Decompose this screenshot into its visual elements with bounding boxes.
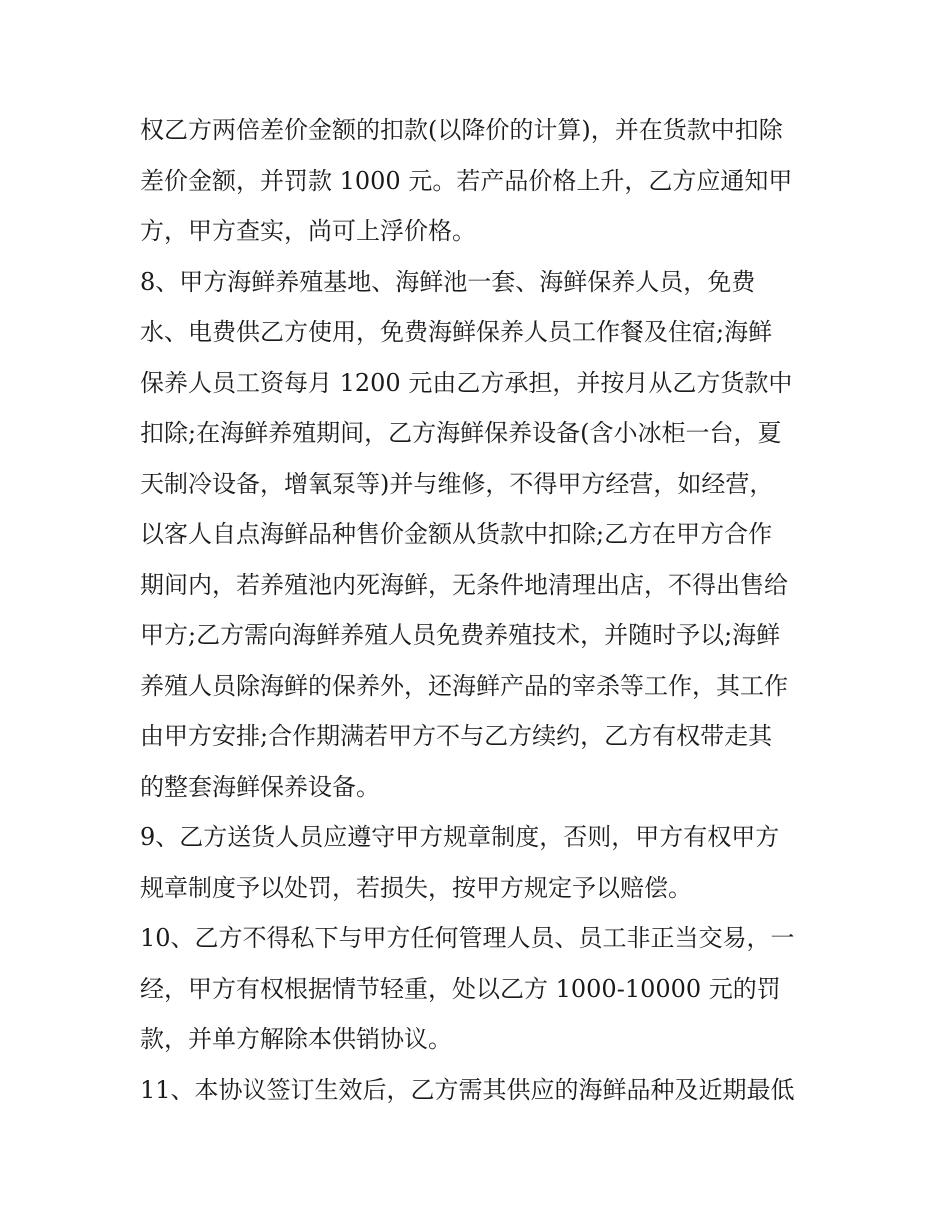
text-line: 水、电费供乙方使用，免费海鲜保养人员工作餐及住宿;海鲜	[140, 318, 773, 346]
text-line: 的整套海鲜保养设备。	[140, 772, 380, 801]
text-line: 差价金额，并罚款 1000 元。若产品价格上升，乙方应通知甲	[140, 166, 793, 195]
text-line: 规章制度予以处罚，若损失，按甲方规定予以赔偿。	[140, 873, 692, 902]
text-line: 由甲方安排;合作期满若甲方不与乙方续约，乙方有权带走其	[140, 722, 773, 750]
text-line: 款，并单方解除本供销协议。	[140, 1025, 452, 1053]
text-line: 以客人自点海鲜品种售价金额从货款中扣除;乙方在甲方合作	[140, 520, 773, 548]
text-line: 权乙方两倍差价金额的扣款(以降价的计算)，并在货款中扣除	[140, 116, 783, 144]
text-line: 甲方;乙方需向海鲜养殖人员免费养殖技术，并随时予以;海鲜	[140, 621, 781, 649]
document-body	[140, 105, 820, 1115]
text-line: 方，甲方查实，尚可上浮价格。	[140, 217, 476, 245]
text-line: 扣除;在海鲜养殖期间，乙方海鲜保养设备(含小冰柜一台，夏	[140, 419, 782, 447]
clause-10-start: 10、乙方不得私下与甲方任何管理人员、员工非正当交易，一	[140, 924, 795, 952]
text-line: 天制冷设备，增氧泵等)并与维修，不得甲方经营，如经营，	[140, 469, 774, 498]
text-line: 养殖人员除海鲜的保养外，还海鲜产品的宰杀等工作，其工作	[140, 671, 788, 700]
text-line: 经，甲方有权根据情节轻重，处以乙方 1000-10000 元的罚	[140, 974, 781, 1003]
clause-8-start: 8、甲方海鲜养殖基地、海鲜池一套、海鲜保养人员，免费	[140, 267, 756, 296]
clause-9-start: 9、乙方送货人员应遵守甲方规章制度，否则，甲方有权甲方	[140, 823, 780, 851]
text-line: 保养人员工资每月 1200 元由乙方承担，并按月从乙方货款中	[140, 368, 793, 397]
clause-11-start: 11、本协议签订生效后，乙方需其供应的海鲜品种及近期最低	[140, 1075, 795, 1104]
text-line: 期间内，若养殖池内死海鲜，无条件地清理出店，不得出售给	[140, 570, 788, 599]
